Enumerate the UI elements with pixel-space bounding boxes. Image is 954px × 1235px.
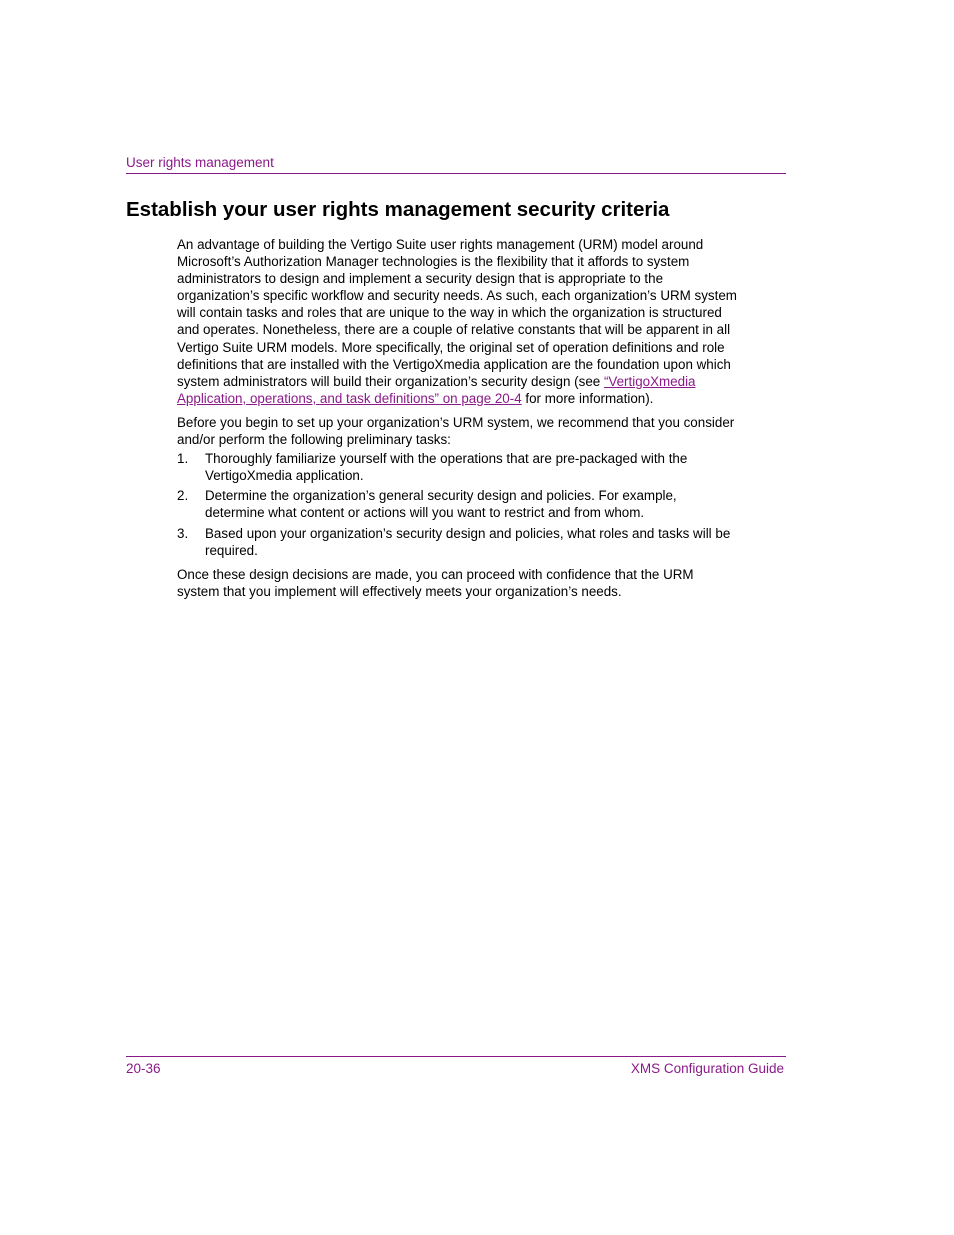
list-item-text: Determine the organization’s general security design and policies. For example, determine what content or actions will you want to restrict and from whom.: [205, 488, 677, 521]
tasks-intro-paragraph: Before you begin to set up your organization’s URM system, we recommend that you consider and/or perform the following preliminary tasks:: [177, 414, 735, 448]
intro-text-before-link: An advantage of building the Vertigo Suite user rights management (URM) model around Microsoft’s Authorization Manager technologies is the flexibility that it affords to system administrators to design and implement a security design that is appropriate to the organization’s specific workflow and security needs. As such, each organization’s URM system will contain tasks and roles that are unique to the way in which the organization is structured and operates. Nonetheless, there are a couple of relative constants that will be apparent in all Vertigo Suite URM models. More specifically, the original set of operation definitions and role definitions that are installed with the VertigoXmedia application are the foundation upon which system administrators will build their organization’s security design (see: [177, 237, 737, 389]
intro-paragraph: [177, 236, 737, 407]
body-content: [177, 236, 737, 600]
list-item-number: 3.: [177, 525, 189, 541]
running-header-title: User rights management: [126, 155, 274, 170]
list-item: [177, 525, 737, 559]
list-item-number: 1.: [177, 451, 189, 467]
preliminary-tasks-list: [177, 450, 737, 559]
guide-title: XMS Configuration Guide: [630, 1061, 784, 1076]
page-footer: [126, 1056, 786, 1081]
list-item: [177, 487, 737, 521]
running-header: [126, 154, 786, 174]
list-item-text: Thoroughly familiarize yourself with the operations that are pre-packaged with the VertigoXmedia application.: [205, 451, 688, 484]
list-item-text: Based upon your organization’s security design and policies, what roles and tasks will be required.: [205, 525, 731, 558]
closing-paragraph: Once these design decisions are made, you can proceed with confidence that the URM system that you implement will effectively meets your organization’s needs.: [177, 566, 694, 599]
list-item: [177, 450, 737, 484]
cross-reference-link[interactable]: “VertigoXmedia Application, operations, and task definitions” on page 20-4: [177, 373, 696, 406]
list-item-number: 2.: [177, 488, 189, 504]
intro-text-after-link: for more information).: [521, 390, 654, 406]
page-number: 20-36: [126, 1061, 161, 1076]
section-title: Establish your user rights management security criteria: [126, 198, 670, 221]
